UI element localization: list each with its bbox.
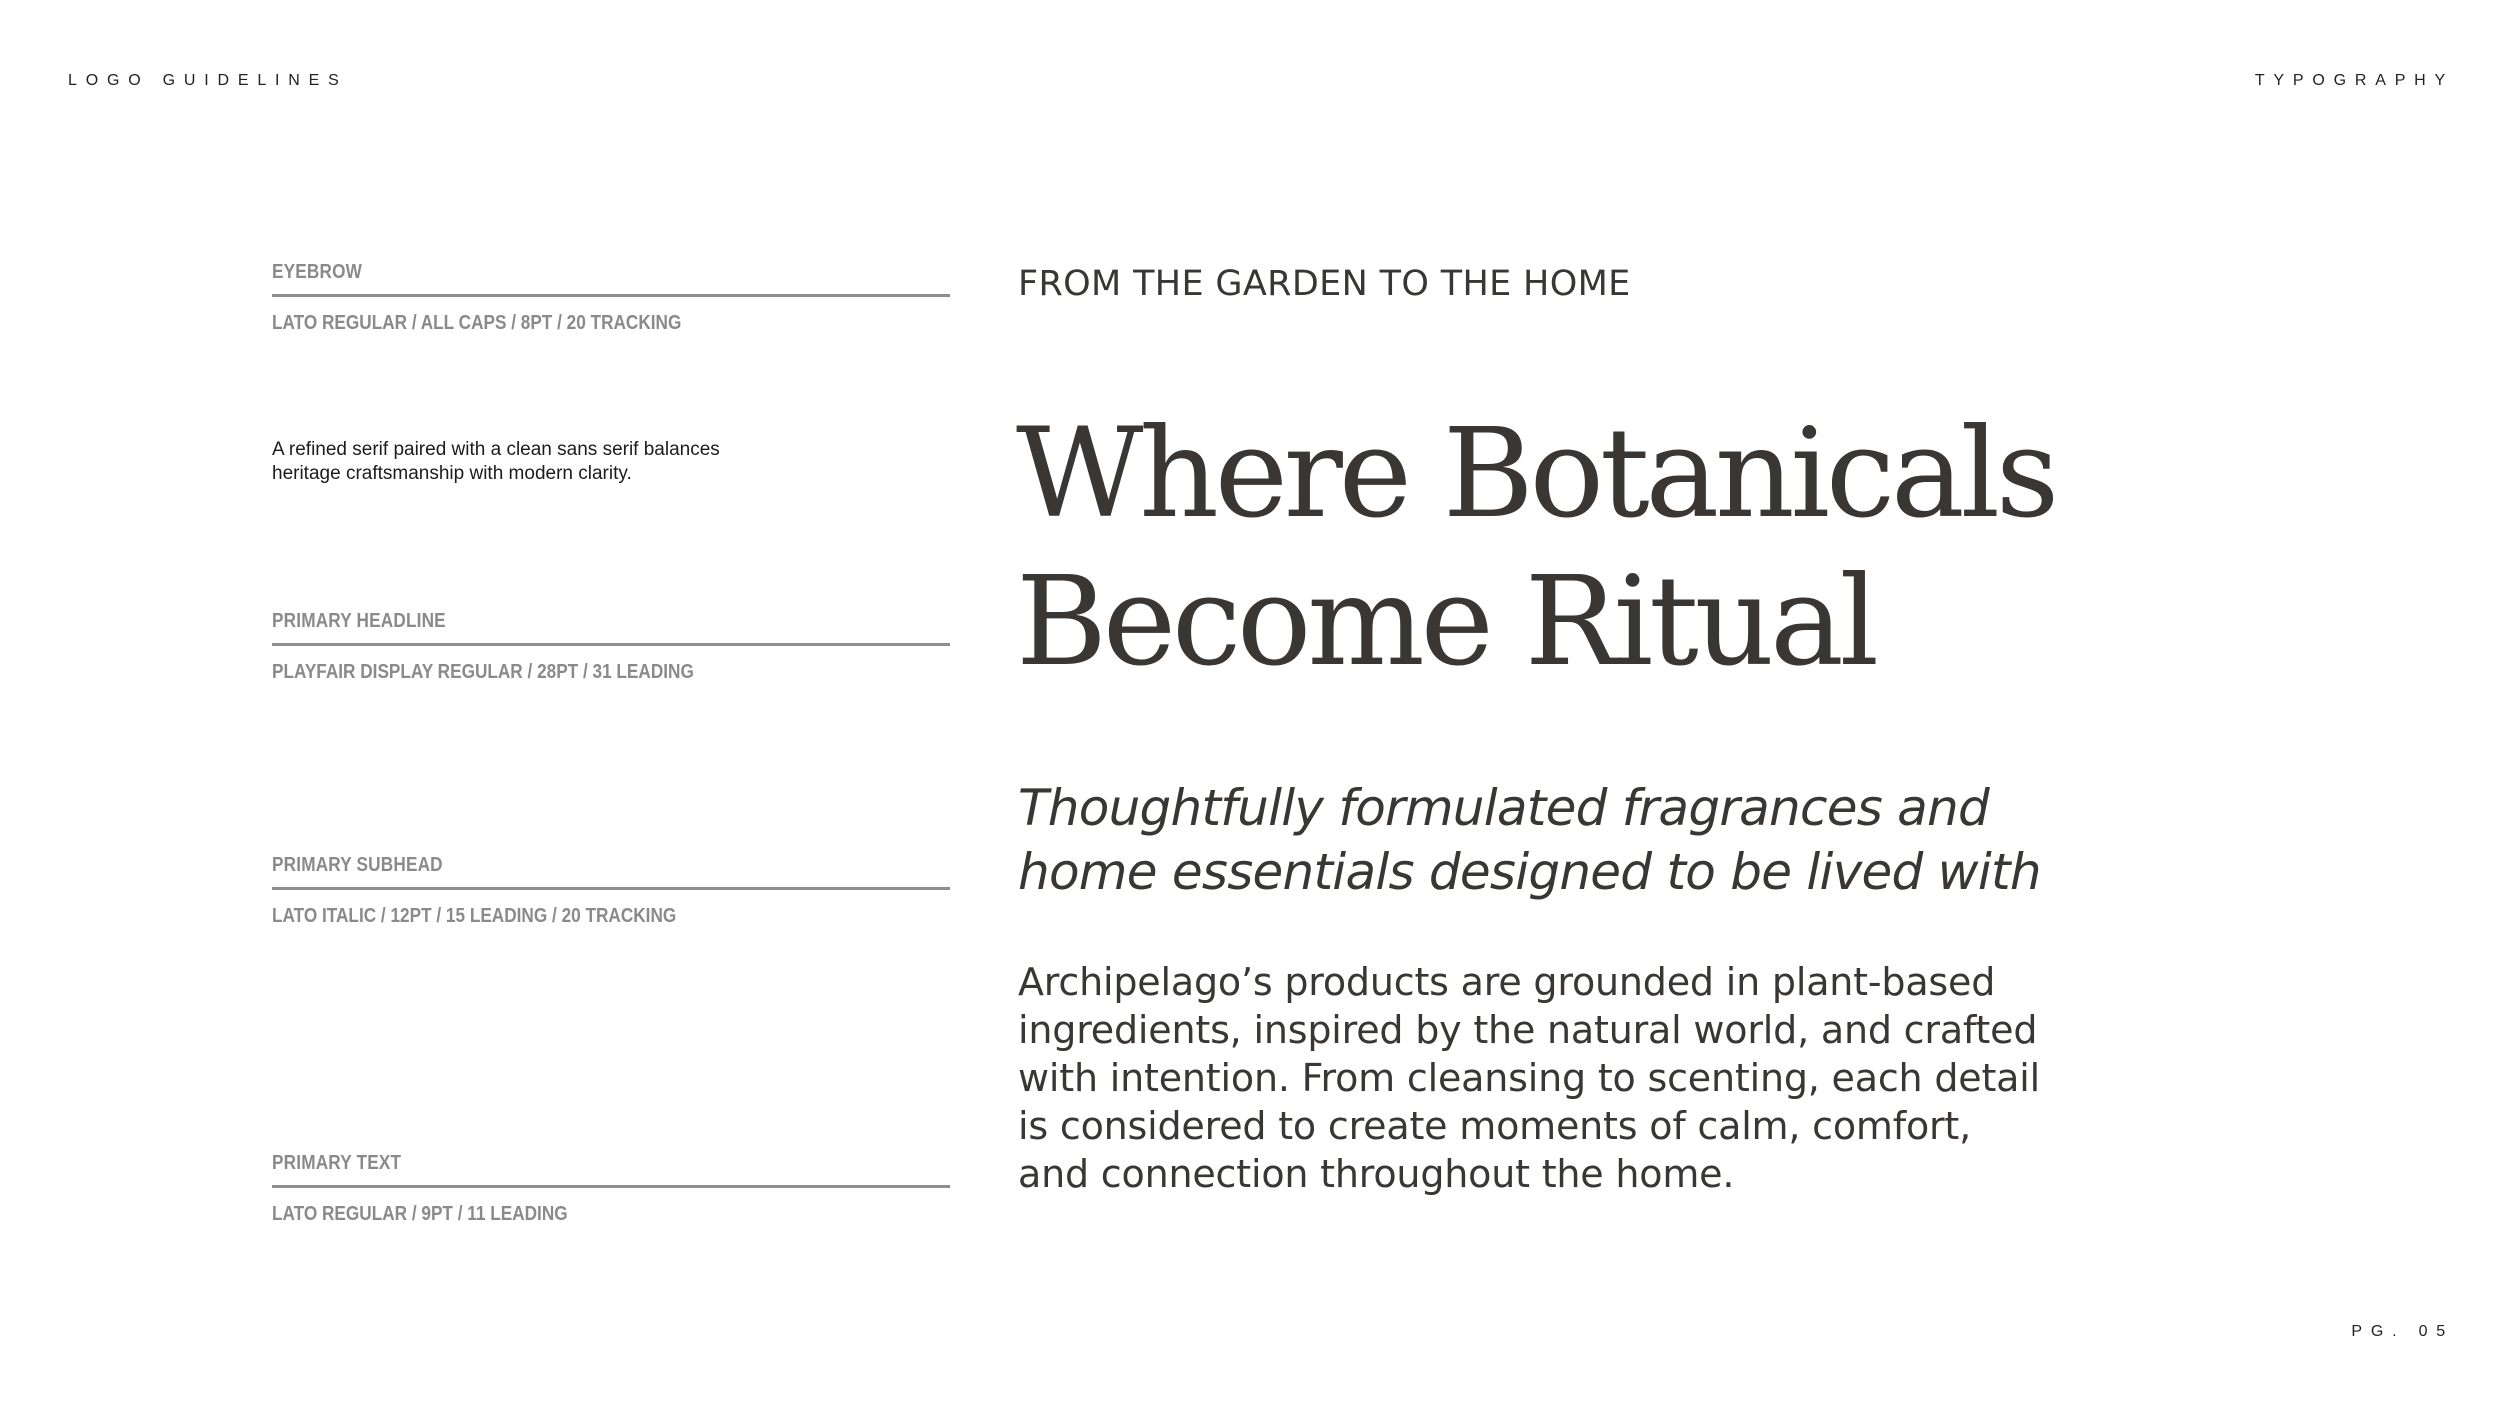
spec-label: EYEBROW <box>272 261 363 283</box>
spec-primary-subhead <box>272 853 950 928</box>
subhead-line: home essentials designed to be lived with <box>1018 843 2041 901</box>
note-line: heritage craftsmanship with modern clarity. <box>272 463 632 484</box>
body-line: Archipelago’s products are grounded in plant-based <box>1018 960 1996 1004</box>
body-line: and connection throughout the home. <box>1018 1152 1735 1196</box>
typography-note <box>272 438 792 486</box>
body-line: is considered to create moments of calm, comfort, <box>1018 1104 1972 1148</box>
spec-label: PRIMARY SUBHEAD <box>272 854 443 876</box>
spec-detail: LATO ITALIC / 12PT / 15 LEADING / 20 TRACKING <box>272 905 677 927</box>
section-title: LOGO GUIDELINES <box>68 72 348 89</box>
page-category: TYPOGRAPHY <box>2254 72 2454 89</box>
sample-subhead <box>1018 776 2041 904</box>
note-line: A refined serif paired with a clean sans serif balances <box>272 439 720 460</box>
divider <box>272 643 950 646</box>
headline-line: Where Botanicals <box>1016 402 2056 546</box>
subhead-line: Thoughtfully formulated fragrances and <box>1018 779 1989 837</box>
spec-detail: LATO REGULAR / 9PT / 11 LEADING <box>272 1203 568 1225</box>
sample-body-text <box>1018 958 2040 1198</box>
sample-headline <box>1016 400 2055 696</box>
spec-eyebrow <box>272 260 950 335</box>
headline-line: Become Ritual <box>1016 550 1875 694</box>
spec-label: PRIMARY HEADLINE <box>272 610 446 632</box>
body-line: ingredients, inspired by the natural world, and crafted <box>1018 1008 2038 1052</box>
spec-label: PRIMARY TEXT <box>272 1152 402 1174</box>
body-line: with intention. From cleansing to scenting, each detail <box>1018 1056 2040 1100</box>
divider <box>272 294 950 297</box>
spec-primary-text <box>272 1151 950 1226</box>
divider <box>272 887 950 890</box>
page-number: PG. 05 <box>2351 1323 2454 1340</box>
spec-detail: LATO REGULAR / ALL CAPS / 8PT / 20 TRACKING <box>272 312 682 334</box>
spec-primary-headline <box>272 609 950 684</box>
spec-detail: PLAYFAIR DISPLAY REGULAR / 28PT / 31 LEADING <box>272 661 694 683</box>
divider <box>272 1185 950 1188</box>
sample-eyebrow: FROM THE GARDEN TO THE HOME <box>1018 264 1631 304</box>
